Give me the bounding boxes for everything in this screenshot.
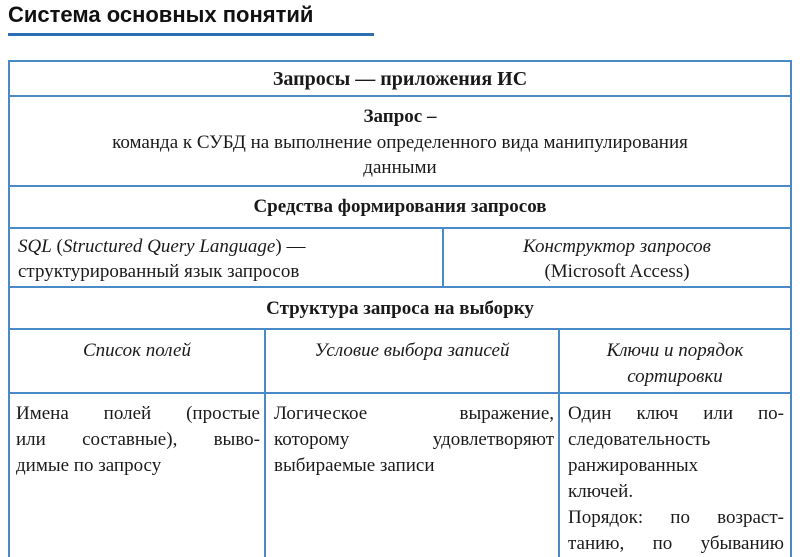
sql-abbr: SQL <box>18 236 52 257</box>
sql-full: Structured Query Language <box>62 236 276 257</box>
row-ic-applications <box>8 60 792 97</box>
row-query-definition <box>8 95 792 187</box>
sort-desc-line4: ключей. <box>568 481 634 502</box>
cell-condition-description <box>264 392 560 557</box>
row-select-structure-header <box>8 286 792 330</box>
row-query-tools-header <box>8 185 792 229</box>
sort-desc-line5: Порядок: по возраст- <box>568 507 784 528</box>
heading: Система основных понятий <box>8 2 314 27</box>
condition-desc-line2: которому удовлетворяют <box>274 429 554 450</box>
cell-sort-description <box>558 392 792 557</box>
select-structure-title: Структура запроса на выборку <box>266 298 534 319</box>
fields-desc-line2: или составные), выво- <box>16 429 260 450</box>
col-header-sort-line2: сортировки <box>627 366 723 387</box>
col-header-sort-line1: Ключи и порядок <box>606 340 744 361</box>
fields-desc-line1: Имена полей (простые <box>16 403 260 424</box>
sort-desc-line1: Один ключ или по- <box>568 403 784 424</box>
fields-desc-line3: димые по запросу <box>16 455 162 476</box>
condition-desc-line1: Логическое выражение, <box>274 403 554 424</box>
query-definition-line1: команда к СУБД на выполнение определенного вида манипулирования <box>112 132 688 153</box>
sort-desc-line3: ранжированных <box>568 455 699 476</box>
col-header-fields <box>8 328 266 394</box>
cell-fields-description <box>8 392 266 557</box>
query-tools-title: Средства формирования запросов <box>253 196 547 217</box>
sort-desc-line6: танию, по убыванию <box>568 533 784 554</box>
col-header-fields-label: Список полей <box>83 340 191 361</box>
col-header-condition-label: Условие выбора записей <box>314 340 510 361</box>
query-definition-line2: данными <box>363 157 437 178</box>
sql-description: структурированный язык запросов <box>18 261 300 282</box>
sql-open: ( <box>51 236 63 257</box>
row-ic-applications-title: Запросы — приложения ИС <box>272 68 528 90</box>
query-definition-title: Запрос – <box>363 106 437 127</box>
condition-desc-line3: выбираемые записи <box>274 455 435 476</box>
cell-sql <box>8 227 444 288</box>
constructor-sub: (Microsoft Access) <box>544 261 690 282</box>
sort-desc-line2: следовательность <box>568 429 711 450</box>
cell-query-constructor <box>442 227 792 288</box>
col-header-condition <box>264 328 560 394</box>
sql-line <box>18 235 305 259</box>
constructor-title: Конструктор запросов <box>523 236 711 257</box>
sql-close: ) — <box>275 236 306 257</box>
col-header-sort <box>558 328 792 394</box>
